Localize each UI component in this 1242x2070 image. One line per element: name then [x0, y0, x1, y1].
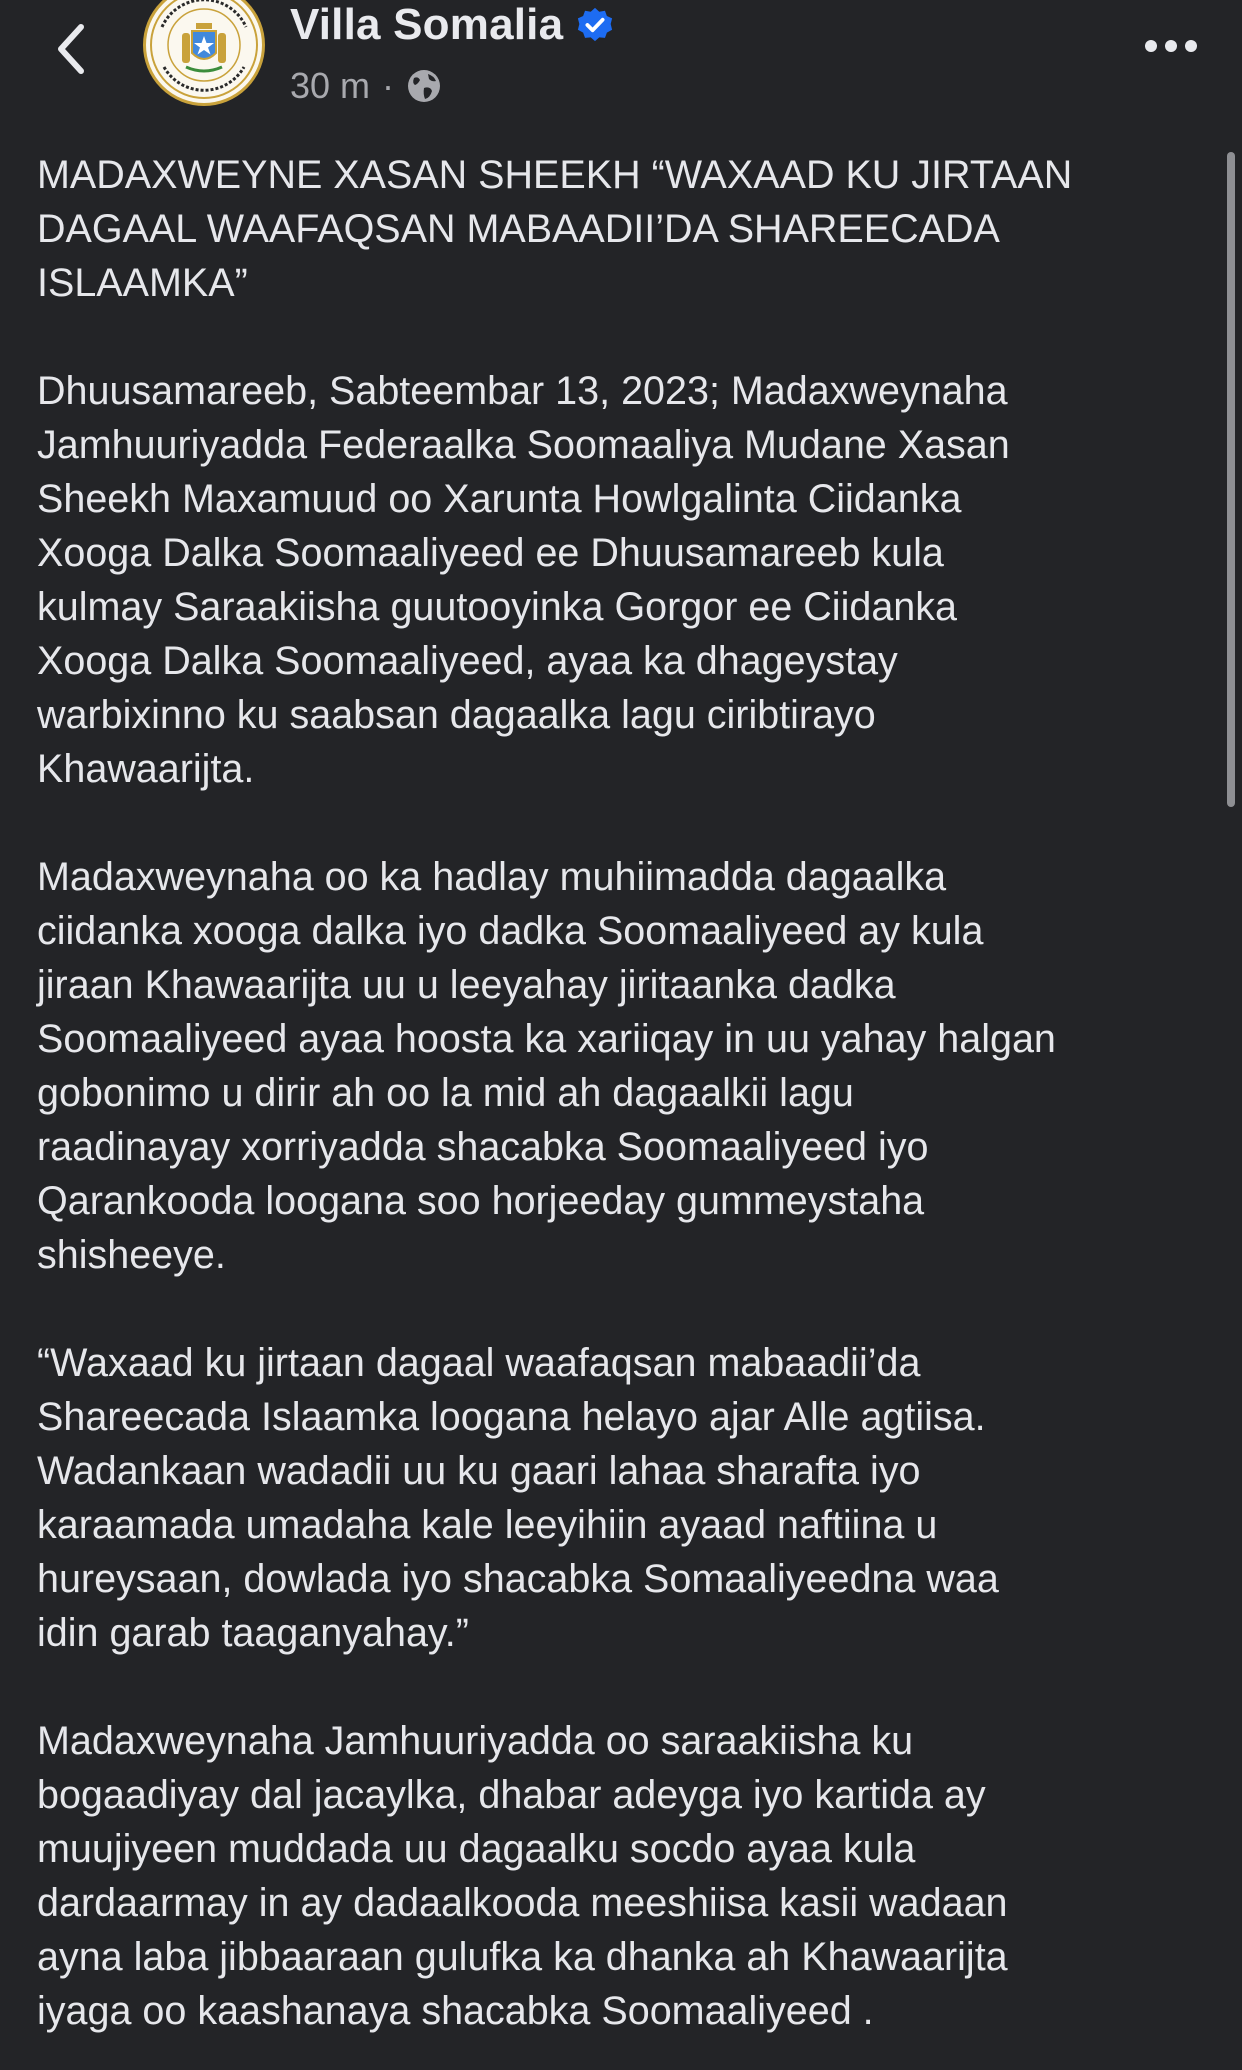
post-text — [37, 148, 1217, 2038]
more-options-button[interactable] — [1135, 18, 1207, 74]
scrollbar[interactable] — [1227, 152, 1235, 807]
back-button[interactable] — [40, 14, 100, 84]
meta-separator: · — [382, 65, 395, 106]
post-timestamp[interactable]: 30 m — [290, 65, 371, 106]
somalia-emblem-logo — [146, 0, 262, 103]
post-header — [0, 0, 1242, 130]
post-paragraph: Madaxweynaha oo ka hadlay muhiimadda dagaalka ciidanka xooga dalka iyo dadka Soomaaliyeed ay kula jiraan Khawaarijta uu u leeyahay jiritaanka dadka Soomaaliyeed ayaa hoosta ka xariiqay in uu yahay halgan gobonimo u dirir ah oo la mid ah dagaalkii lagu raadinayay xorriyadda shacabka Soomaaliyeed iyo Qarankooda loogana soo horjeeday gummeystaha shisheeye. — [37, 855, 1056, 1277]
back-chevron-icon — [53, 21, 87, 77]
page-name[interactable]: Villa Somalia — [290, 0, 564, 49]
post-paragraph: Dhuusamareeb, Sabteembar 13, 2023; Madaxweynaha Jamhuuriyadda Federaalka Soomaaliya Mudane Xasan Sheekh Maxamuud oo Xarunta Howlgalinta Ciidanka Xooga Dalka Soomaaliyeed ee Dhuusamareeb kula kulmay Saraakiisha guutooyinka Gorgor ee Ciidanka Xooga Dalka Soomaaliyeed, ayaa ka dhageystay warbixinno ku saabsan dagaalka lagu ciribtirayo Khawaarijta. — [37, 369, 1010, 791]
page-name-row — [290, 0, 615, 50]
globe-icon — [406, 67, 444, 105]
post-paragraph: “Waxaad ku jirtaan dagaal waafaqsan mabaadii’da Shareecada Islaamka loogana helayo ajar Alle agtiisa. Wadankaan wadadii uu ku gaari lahaa sharafta iyo karaamada umadaha kale leeyihiin ayaad naftiina u hureysaan, dowlada iyo shacabka Somaaliyeedna waa idin garab taaganyahay.” — [37, 1341, 999, 1655]
post-headline: MADAXWEYNE XASAN SHEEKH “WAXAAD KU JIRTAAN DAGAAL WAAFAQSAN MABAADII’DA SHAREECADA ISLAAMKA” — [37, 153, 1073, 305]
more-options-icon — [1144, 39, 1198, 53]
post-meta — [290, 62, 444, 110]
post-paragraph: Madaxweynaha Jamhuuriyadda oo saraakiisha ku bogaadiyay dal jacaylka, dhabar adeyga iyo kartida ay muujiyeen muddada uu dagaalku socdo ayaa kula dardaarmay in ay dadaalkooda meeshiisa kasii wadaan ayna laba jibbaaraan gulufka ka dhanka ah Khawaarijta iyaga oo kaashanaya shacabka Soomaaliyeed . — [37, 1719, 1008, 2033]
avatar[interactable] — [143, 0, 265, 106]
verified-badge-icon — [575, 5, 615, 45]
